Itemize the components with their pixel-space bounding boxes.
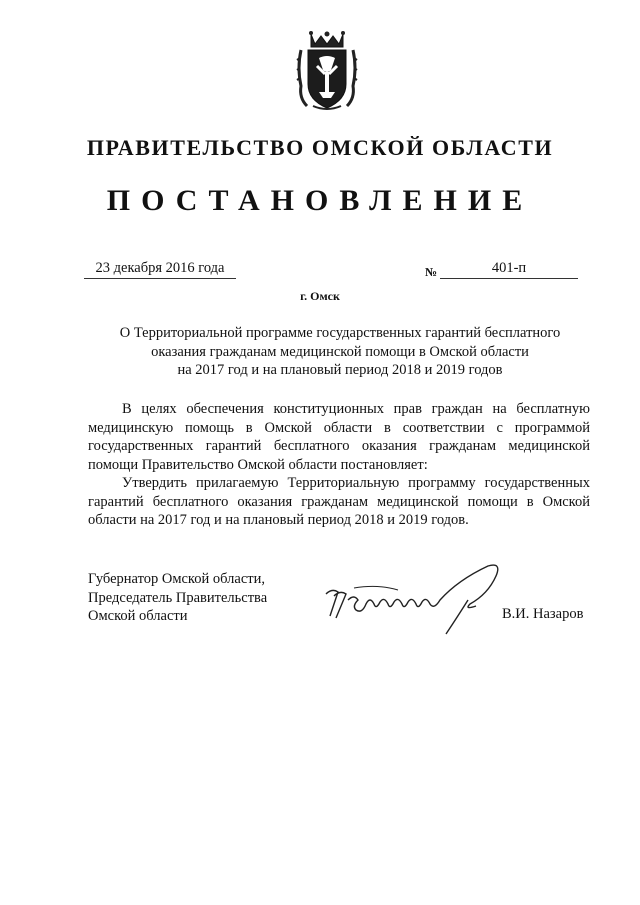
document-body [88, 400, 590, 530]
number-sign: № [425, 265, 438, 279]
city-label: г. Омск [300, 289, 340, 303]
document-date: 23 декабря 2016 года [84, 260, 236, 279]
omsk-coat-of-arms-icon [295, 28, 359, 112]
body-paragraph: Утвердить прилагаемую Территориальную программу государственных гарантий бесплатного оказания гражданам медицинской помощи в Омской области на 2017 год и на плановый период 2018 и 2019 годов. [88, 475, 590, 528]
subject-line: на 2017 год и на плановый период 2018 и 2019 годов [177, 362, 503, 378]
subject-line: О Территориальной программе государственных гарантий бесплатного [119, 325, 561, 341]
signer-title-line: Председатель Правительства [88, 589, 268, 606]
subject-line: оказания гражданам медицинской помощи в Омской области [151, 343, 529, 360]
signer-position [88, 570, 267, 626]
document-type-title: ПОСТАНОВЛЕНИЕ [106, 184, 534, 217]
signer-title-line: Омской области [88, 608, 188, 624]
signer-title-line: Губернатор Омской области, [88, 571, 265, 587]
signer-name: В.И. Назаров [502, 606, 584, 622]
organization-title: ПРАВИТЕЛЬСТВО ОМСКОЙ ОБЛАСТИ [86, 135, 554, 160]
body-paragraph: В целях обеспечения конституционных прав граждан на бесплатную медицинскую помощь в Омской области в соответствии с программой государственных гарантий бесплатного оказания гражданам медицинской помощи Правительство Омской области постановляет: [88, 401, 590, 473]
document-number: 401-п [440, 260, 578, 279]
handwritten-signature-icon [318, 560, 518, 640]
document-subject [90, 324, 590, 380]
